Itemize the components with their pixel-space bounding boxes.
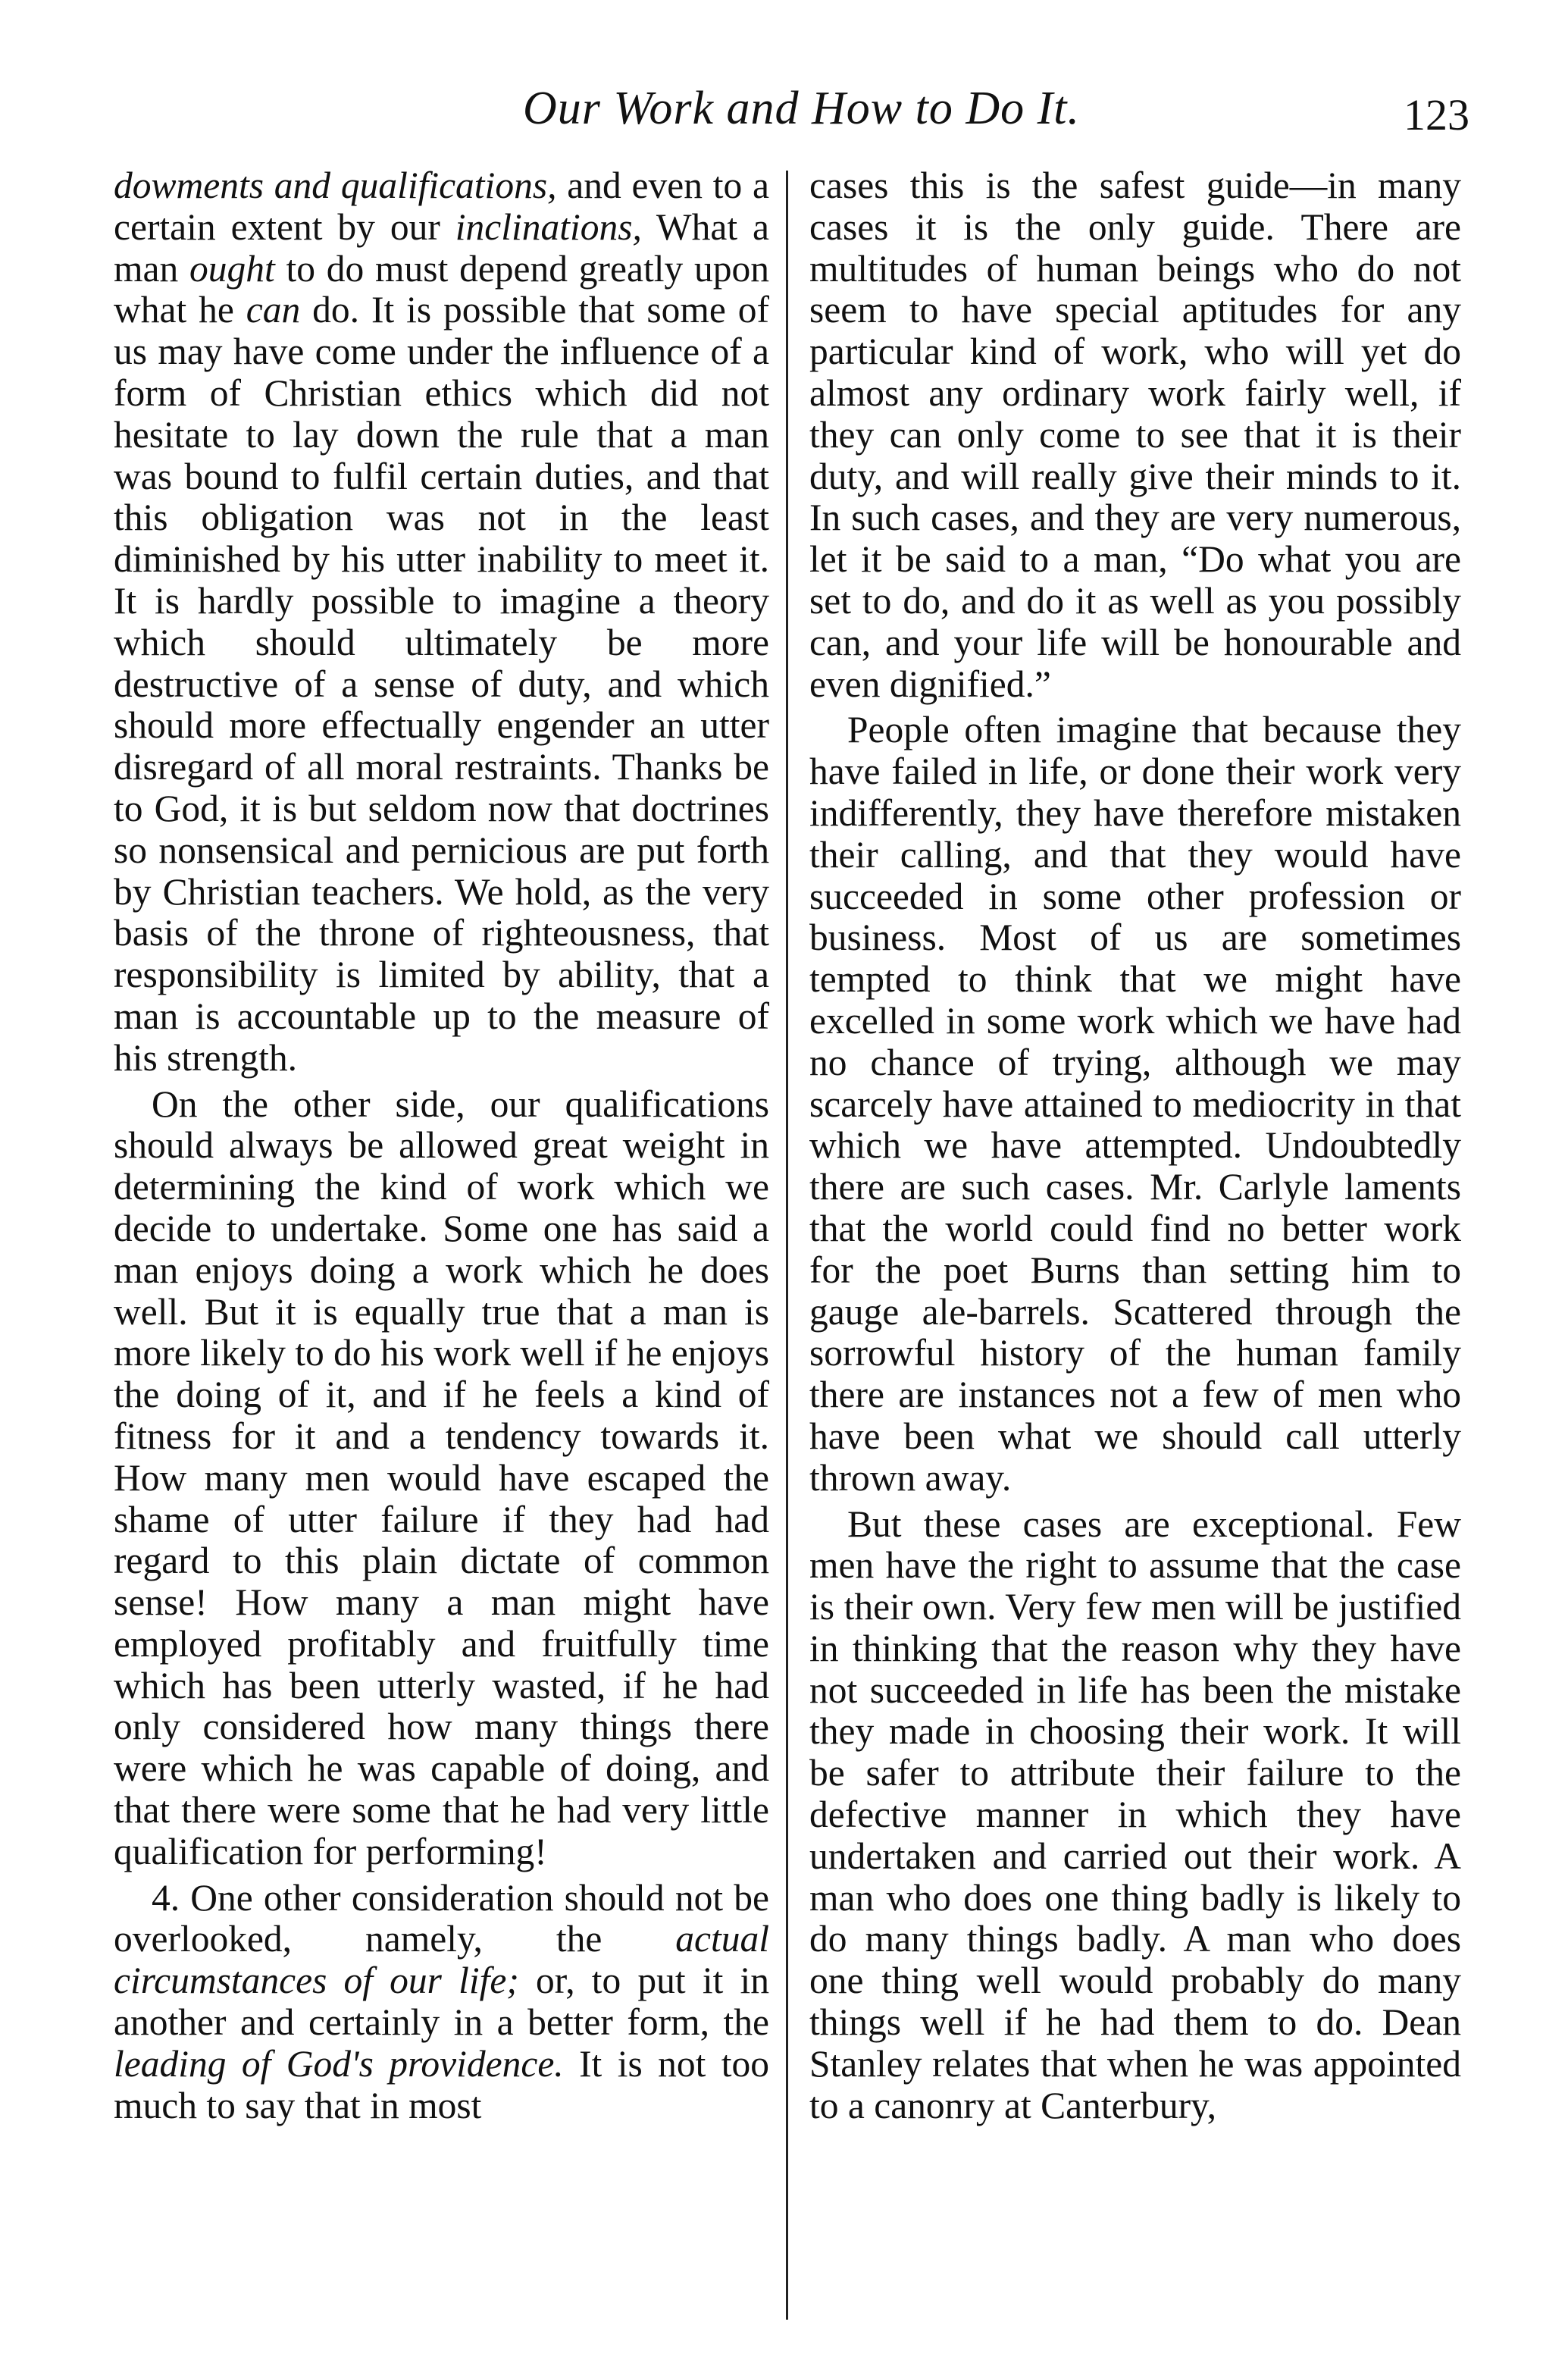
text-italic: ought	[189, 247, 275, 290]
column-divider	[786, 171, 788, 2320]
running-title: Our Work and How to Do It.	[523, 83, 1081, 134]
right-paragraph-1: cases this is the safest guide—in many cases it is the only guide. There are multitudes of human beings who do not seem to have special aptitudes for any particular kind of work, who will yet do almost any ordinary work fairly well, if they can only come to see that it is their duty, and will really give their minds to it. In such cases, and they are very numerous, let it be said to a man, “Do what you are set to do, and do it as well as you possibly can, and your life will be honourable and even dignified.”	[809, 164, 1461, 705]
left-paragraph-2: On the other side, our qualifications should always be allowed great weight in determining the kind of work which we decide to undertake. Some one has said a man enjoys doing a work which he does well. But it is equally true that a man is more likely to do his work well if he enjoys the doing of it, and if he feels a kind of fitness for it and a tendency towards it. How many men would have escaped the shame of utter failure if they had had regard to this plain dictate of common sense! How many a man might have employed profitably and fruitfully time which has been utterly wasted, if he had only considered how many things there were which he was capable of doing, and that there were some that he had very little qualification for performing!	[114, 1083, 769, 1872]
left-column	[114, 165, 769, 2126]
running-header	[0, 82, 1568, 150]
text-run: do. It is possible that some of us may have come under the influence of a form of Christian ethics which did not hesitate to lay down the rule that a man was bound to fulfil certain duties, and that this obligation was not in the least diminished by his utter inability to meet it. It is hardly possible to imagine a theory which should ultimately be more destructive of a sense of duty, and which should more effectually engender an utter disregard of all moral restraints. Thanks be to God, it is but seldom now that doctrines so nonsensical and pernicious are put forth by Christian teachers. We hold, as the very basis of the throne of righteousness, that responsibility is limited by ability, that a man is accountable up to the measure of his strength.	[114, 289, 769, 1079]
text-run: 4. One other consideration should not be overlooked, namely, the	[114, 1876, 769, 1960]
right-column	[809, 165, 1461, 2126]
text-run: It is not too much to say that in most	[114, 2042, 769, 2126]
text-italic: can	[246, 289, 301, 331]
left-paragraph-1	[114, 165, 769, 1079]
right-paragraph-2: People often imagine that because they have failed in life, or done their work very indifferently, they have therefore mistaken their calling, and that they would have succeeded in some other profession or business. Most of us are sometimes tempted to think that we might have excelled in some work which we have had no chance of trying, although we may scarcely have attained to mediocrity in that which we have attempted. Undoubtedly there are such cases. Mr. Carlyle laments that the world could find no better work for the poet Burns than setting him to gauge ale-barrels. Scattered through the sorrowful history of the human family there are instances not a few of men who have been what we should call utterly thrown away.	[809, 709, 1461, 1499]
text-italic: inclinations,	[455, 205, 642, 248]
text-run: and even to a certain extent by our	[114, 164, 769, 248]
text-run: or, to put it in another and certainly in a better form, the	[114, 1960, 769, 2044]
right-paragraph-3: But these cases are exceptional. Few men have the right to assume that the case is their own. Very few men will be justified in thinking that the reason why they have not succeeded in life has been the mistake they made in choosing their work. It will be safer to attribute their failure to the defective manner in which they have undertaken and carried out their work. A man who does one thing badly is likely to do many things badly. A man who does one thing well would probably do many things well if he had them to do. Dean Stanley relates that when he was appointed to a canonry at Canterbury,	[809, 1502, 1461, 2126]
text-run: to do must depend greatly upon what he	[114, 247, 769, 331]
text-italic: leading of God's providence.	[114, 2042, 564, 2085]
page-number: 123	[1404, 90, 1469, 139]
text-italic: dowments and qualifications,	[114, 164, 557, 206]
left-paragraph-3	[114, 1878, 769, 2127]
text-italic: actual circumstances of our life;	[114, 1918, 769, 2002]
text-run: What a man	[114, 205, 769, 290]
